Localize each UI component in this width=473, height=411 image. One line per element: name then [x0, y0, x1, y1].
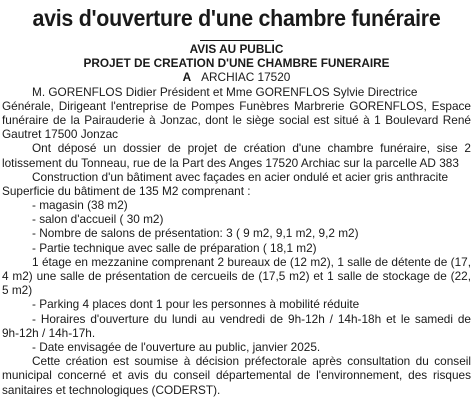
- body-line: Construction d'un bâtiment avec façades en acier ondulé et acier gris anthracite: [32, 169, 449, 184]
- list-item: - Date envisagée de l'ouverture au public, janvier 2025.: [32, 339, 321, 354]
- body-line: M. GORENFLOS Didier Président et Mme GORENFLOS Sylvie Directrice: [32, 84, 418, 99]
- body-line: 9h-12h / 14h-17h.: [2, 325, 96, 340]
- location-prefix: A: [182, 70, 192, 85]
- body-line: Superficie du bâtiment de 135 M2 comprenant :: [2, 183, 251, 198]
- body-line: lotissement du Tonneau, rue de la Part des Anges 17520 Archiac sur la parcelle AD 383: [2, 155, 459, 170]
- list-item: - salon d'accueil ( 30 m2): [32, 212, 164, 227]
- notice-body: [2, 42, 471, 397]
- project-heading: PROJET DE CREATION D'UNE CHAMBRE FUNERAIRE: [83, 56, 390, 71]
- avis-au-public-heading: AVIS AU PUBLIC: [189, 42, 284, 56]
- body-line: Générale, Dirigeant l'entreprise de Pompes Funèbres Marbrerie GORENFLOS, Espace: [2, 98, 471, 113]
- location-heading: [2, 70, 471, 84]
- location-text: ARCHIAC 17520: [201, 70, 291, 85]
- body-line: municipal concerné et avis du conseil départemental de l'environnement, des risques: [2, 368, 471, 383]
- title-divider: [200, 40, 274, 41]
- body-line: 4 m2) une salle de présentation de cercueils de (17,5 m2) et 1 salle de stockage de (22,: [2, 269, 471, 283]
- list-item: - magasin (38 m2): [32, 198, 128, 213]
- body-line: Cette création est soumise à décision préfectorale après consultation du conseil: [32, 354, 471, 369]
- list-item: - Partie technique avec salle de préparation ( 18,1 m2): [32, 240, 317, 255]
- body-line: 1 étage en mezzanine comprenant 2 bureaux de (12 m2), 1 salle de détente de (17,: [32, 254, 471, 269]
- list-item: - Nombre de salons de présentation: 3 ( 9 m2, 9,1 m2, 9,2 m2): [32, 226, 359, 241]
- list-item: - Parking 4 places dont 1 pour les personnes à mobilité réduite: [32, 297, 360, 312]
- notice-title: avis d'ouverture d'une chambre funéraire: [32, 5, 441, 31]
- body-line: funéraire de la Pairauderie à Jonzac, dont le siège social est situé à 1 Boulevard René: [2, 112, 471, 127]
- list-item: - Horaires d'ouverture du lundi au vendredi de 9h-12h / 14h-18h et le samedi de: [32, 311, 471, 326]
- body-line: Gautret 17500 Jonzac: [2, 127, 119, 142]
- body-line: sanitaires et technologiques (CODERST).: [2, 382, 221, 397]
- body-line: Ont déposé un dossier de projet de création d'une chambre funéraire, sise 2: [32, 141, 471, 156]
- body-line: 5 m2): [2, 283, 33, 298]
